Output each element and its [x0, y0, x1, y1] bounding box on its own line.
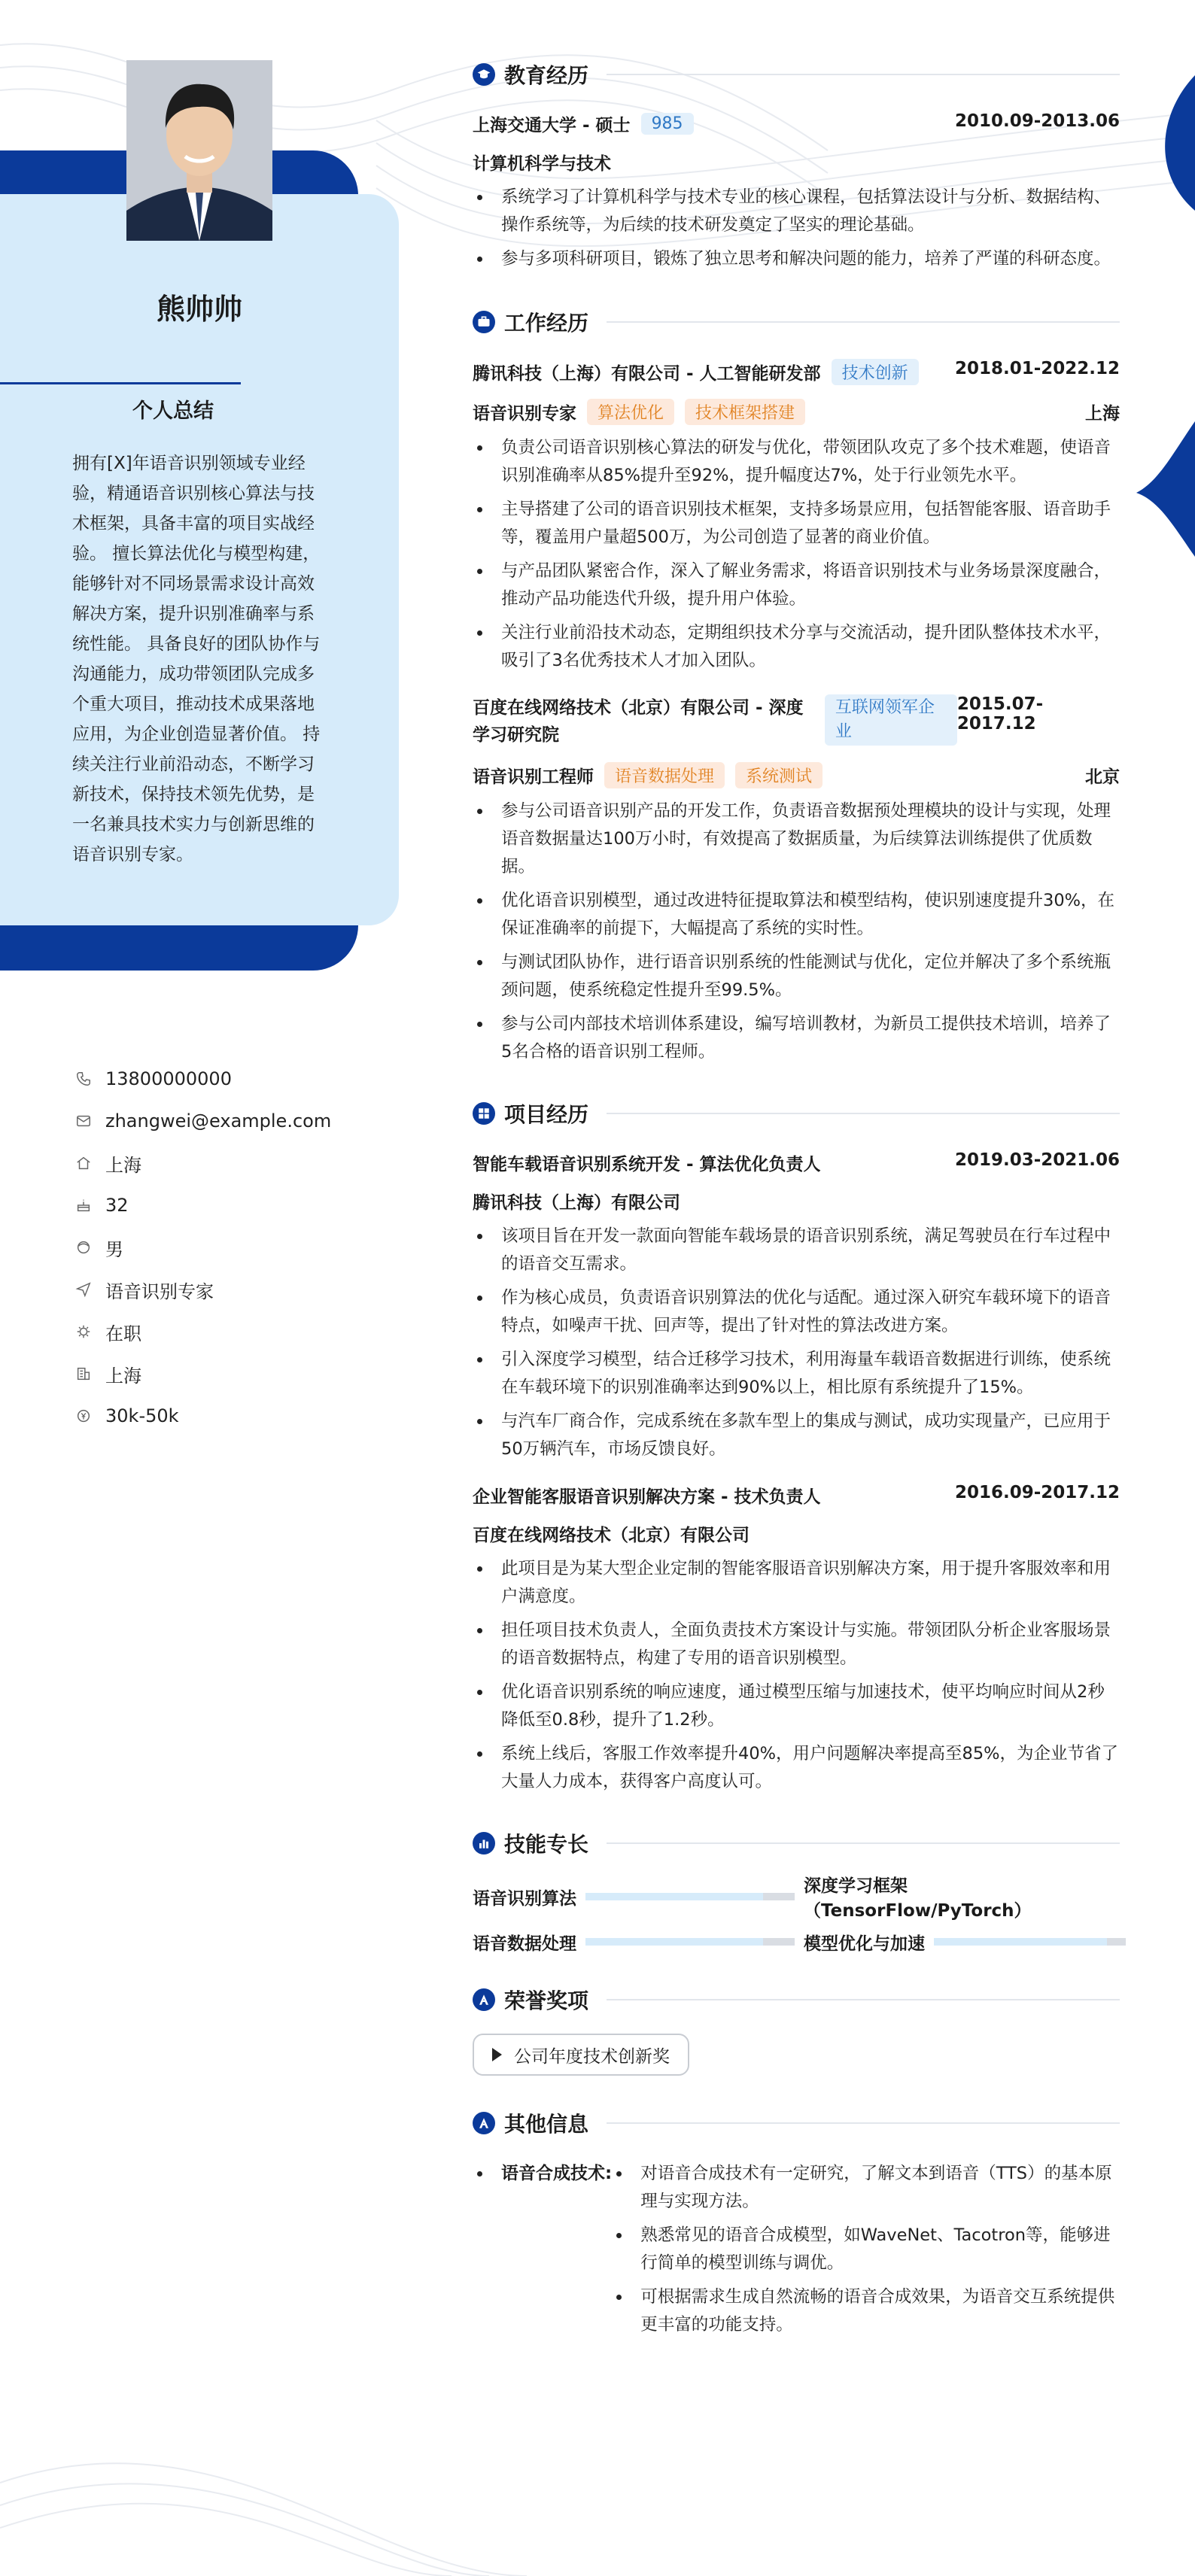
work-header: [473, 305, 1120, 339]
contact-phone: [75, 1058, 331, 1100]
job-city: 北京: [1085, 767, 1120, 787]
job-company: 百度在线网络技术（北京）有限公司 - 深度学习研究院: [473, 698, 804, 745]
list-item: 负责公司语音识别核心算法的研发与优化，带领团队攻克了多个技术难题，使语音识别准确率从85%提升至92%，提升幅度达7%，处于行业领先水平。: [473, 434, 1120, 490]
skill-item: [804, 1874, 1135, 1919]
salary-icon: [75, 1408, 92, 1424]
honors-section: [473, 1982, 1120, 2076]
briefcase-icon: [473, 311, 495, 333]
award-item: [473, 2034, 689, 2076]
bar-chart-icon: [473, 1832, 495, 1855]
contact-city: [75, 1353, 331, 1395]
play-icon: [492, 2048, 502, 2061]
honors-header: [473, 1982, 1120, 2017]
mail-icon: [75, 1113, 92, 1129]
list-item: 该项目旨在开发一款面向智能车载场景的语音识别系统，满足驾驶员在行车过程中的语音交互需求。: [473, 1223, 1120, 1278]
list-item: 优化语音识别系统的响应速度，通过模型压缩与加速技术，使平均响应时间从2秒降低至0.8秒，提升了1.2秒。: [473, 1678, 1120, 1734]
contact-gender: [75, 1226, 331, 1268]
contact-salary: [75, 1395, 331, 1437]
cake-icon: [75, 1197, 92, 1214]
contact-email: [75, 1100, 331, 1142]
project-company: 百度在线网络技术（北京）有限公司: [473, 1526, 750, 1545]
projects-title: 项目经历: [504, 1102, 589, 1127]
job-bullets-1: [473, 434, 1120, 675]
list-item: 担任项目技术负责人，全面负责技术方案设计与实施。带领团队分析企业客服场景的语音数据特点，构建了专用的语音识别模型。: [473, 1617, 1120, 1672]
skill-bar-fill: [934, 1938, 1107, 1946]
project-name: 企业智能客服语音识别解决方案 - 技术负责人: [473, 1487, 821, 1507]
education-header: [473, 57, 1120, 92]
project-company: 腾讯科技（上海）有限公司: [473, 1193, 680, 1213]
gender-icon: [75, 1239, 92, 1256]
send-icon: [75, 1281, 92, 1298]
job-head-2: [473, 694, 1120, 749]
skill-bar-fill: [585, 1893, 763, 1900]
contact-age: [75, 1184, 331, 1226]
contact-gender-value: 男: [105, 1238, 123, 1260]
list-item: 参与公司内部技术培训体系建设，编写培训教材，为新员工提供技术培训，培养了5名合格的语音识别工程师。: [473, 1010, 1120, 1066]
skill-bar: [585, 1893, 795, 1900]
list-item: 此项目是为某大型企业定制的智能客服语音识别解决方案，用于提升客服效率和用户满意度。: [473, 1555, 1120, 1611]
list-item: 主导搭建了公司的语音识别技术框架，支持多场景应用，包括智能客服、语音助手等，覆盖用户量超500万，为公司创造了显著的商业价值。: [473, 496, 1120, 551]
building-icon: [75, 1365, 92, 1382]
skill-tag: 系统测试: [735, 762, 823, 788]
list-item: 参与公司语音识别产品的开发工作，负责语音数据预处理模块的设计与实现，处理语音数据量达100万小时，有效提高了数据质量，为后续算法训练提供了优质数据。: [473, 797, 1120, 881]
skill-tag: 语音数据处理: [604, 762, 725, 788]
job-date: 2018.01-2022.12: [954, 359, 1120, 378]
list-item: 关注行业前沿技术动态，定期组织技术分享与交流活动，提升团队整体技术水平，吸引了3名优秀技术人才加入团队。: [473, 619, 1120, 675]
job-head-1: [473, 359, 1120, 385]
section-divider: [607, 1842, 1120, 1844]
contact-phone-value: 13800000000: [105, 1068, 232, 1089]
skill-tag: 算法优化: [587, 399, 674, 425]
contact-status: [75, 1311, 331, 1353]
section-divider: [607, 2122, 1120, 2124]
status-icon: [75, 1323, 92, 1340]
skill-name: 模型优化与加速: [804, 1934, 925, 1954]
list-item: 可根据需求生成自然流畅的语音合成效果，为语音交互系统提供更丰富的功能支持。: [612, 2283, 1120, 2339]
education-major: [473, 150, 1120, 175]
list-item: 对语音合成技术有一定研究，了解文本到语音（TTS）的基本原理与实现方法。: [612, 2160, 1120, 2216]
summary-text: 拥有[X]年语音识别领域专业经验，精通语音识别核心算法与技术框架，具备丰富的项目实战经验。 擅长算法优化与模型构建，能够针对不同场景需求设计高效解决方案，提升识别准确率与系统性能。 具备良好的团队协作与沟通能力，成功带领团队完成多个重大项目，推动技术成果落地应用，为企业创造显著价值。 持续关注行业前沿动态，不断学习新技术，保持技术领先优势，是一名兼具技术实力与创新思维的语音识别专家。: [72, 454, 321, 864]
contact-title: [75, 1268, 331, 1311]
job-role: 语音识别工程师: [473, 767, 594, 787]
job-company: 腾讯科技（上海）有限公司 - 人工智能研发部: [473, 364, 821, 384]
info-icon: [473, 2112, 495, 2134]
summary-title: 个人总结: [132, 399, 214, 423]
other-bullets: [612, 2160, 1120, 2345]
job-tag: 互联网领军企业: [825, 694, 957, 746]
skill-item: [473, 1919, 804, 1964]
skills-header: [473, 1826, 1120, 1861]
profile-name: 熊帅帅: [156, 293, 242, 326]
contact-age-value: 32: [105, 1195, 129, 1216]
list-item: 作为核心成员，负责语音识别算法的优化与适配。通过深入研究车载环境下的语音特点，如噪声干扰、回声等，提出了针对性的算法改进方案。: [473, 1284, 1120, 1340]
other-item: [473, 2160, 1120, 2345]
skills-section: [473, 1826, 1120, 1964]
project-bullets-1: [473, 1223, 1120, 1463]
job-date: 2015.07-2017.12: [956, 694, 1044, 734]
job-role-2: [473, 762, 1120, 788]
job-bullets-2: [473, 797, 1120, 1066]
contact-location-value: 上海: [105, 1154, 141, 1176]
education-date: 2010.09-2013.06: [954, 111, 1120, 131]
skill-name: 语音识别算法: [473, 1888, 576, 1909]
list-item: 与汽车厂商合作，完成系统在多款车型上的集成与测试，成功实现量产，已应用于50万辆汽车，市场反馈良好。: [473, 1408, 1120, 1463]
list-item: 系统学习了计算机科学与技术专业的核心课程，包括算法设计与分析、数据结构、操作系统等，为后续的技术研发奠定了坚实的理论基础。: [473, 184, 1120, 239]
grid-icon: [473, 1102, 495, 1125]
contact-email-value: zhangwei@example.com: [105, 1110, 332, 1132]
list-item: 与测试团队协作，进行语音识别系统的性能测试与优化，定位并解决了多个系统瓶颈问题，使系统稳定性提升至99.5%。: [473, 949, 1120, 1004]
job-city: 上海: [1085, 404, 1120, 424]
list-item: 熟悉常见的语音合成模型，如WaveNet、Tacotron等，能够进行简单的模型训练与调优。: [612, 2222, 1120, 2277]
profile-photo: [126, 60, 272, 241]
job-role: 语音识别专家: [473, 404, 576, 424]
other-title: 其他信息: [504, 2112, 589, 2137]
project-company-2: [473, 1521, 1120, 1546]
phone-icon: [75, 1071, 92, 1087]
contact-list: [75, 1058, 331, 1437]
list-item: 参与多项科研项目，锻炼了独立思考和解决问题的能力，培养了严谨的科研态度。: [473, 245, 1120, 273]
project-head-2: [473, 1483, 1120, 1508]
skill-name: 语音数据处理: [473, 1934, 576, 1954]
section-divider: [607, 1999, 1120, 2000]
project-name: 智能车载语音识别系统开发 - 算法优化负责人: [473, 1155, 821, 1174]
list-item: 引入深度学习模型，结合迁移学习技术，利用海量车载语音数据进行训练，使系统在车载环境下的识别准确率达到90%以上，相比原有系统提升了15%。: [473, 1346, 1120, 1402]
education-bullets: [473, 184, 1120, 273]
school-tag: 985: [641, 113, 694, 135]
school-name: 上海交通大学 - 硕士: [473, 116, 631, 135]
skill-bar: [934, 1938, 1126, 1946]
major-name: 计算机科学与技术: [473, 154, 611, 174]
graduation-cap-icon: [473, 63, 495, 86]
project-bullets-2: [473, 1555, 1120, 1796]
section-divider: [607, 1113, 1120, 1114]
job-tag: 技术创新: [832, 359, 919, 385]
skill-tag: 技术框架搭建: [685, 399, 805, 425]
work-title: 工作经历: [504, 311, 589, 336]
other-header: [473, 2106, 1120, 2140]
project-date: 2019.03-2021.06: [954, 1150, 1120, 1170]
award-name: 公司年度技术创新奖: [514, 2046, 670, 2067]
contact-city-value: 上海: [105, 1365, 141, 1387]
work-section: [473, 305, 1120, 1066]
project-head-1: [473, 1150, 1120, 1175]
skill-bar: [585, 1938, 795, 1946]
skill-item: [473, 1874, 804, 1919]
honors-title: 荣誉奖项: [504, 1988, 589, 2013]
home-icon: [75, 1155, 92, 1171]
projects-header: [473, 1096, 1120, 1131]
contact-title-value: 语音识别专家: [105, 1280, 214, 1302]
project-date: 2016.09-2017.12: [954, 1483, 1120, 1502]
education-entry-head: [473, 111, 1120, 136]
section-divider: [607, 74, 1120, 75]
job-role-1: [473, 399, 1120, 425]
main-column: [473, 57, 1120, 2345]
education-title: 教育经历: [504, 63, 589, 88]
projects-section: [473, 1096, 1120, 1796]
other-section: [473, 2106, 1120, 2345]
section-divider: [607, 321, 1120, 323]
skills-grid: [473, 1874, 1120, 1964]
list-item: 与产品团队紧密合作，深入了解业务需求，将语音识别技术与业务场景深度融合，推动产品功能迭代升级，提升用户体验。: [473, 557, 1120, 613]
list-item: 系统上线后，客服工作效率提升40%，用户问题解决率提高至85%，为企业节省了大量人力成本，获得客户高度认可。: [473, 1740, 1120, 1796]
contact-status-value: 在职: [105, 1323, 141, 1344]
contact-salary-value: 30k-50k: [105, 1405, 179, 1426]
skill-bar-fill: [585, 1938, 763, 1946]
award-icon: [473, 1988, 495, 2011]
contact-location: [75, 1142, 331, 1184]
education-section: [473, 57, 1120, 273]
project-company-1: [473, 1189, 1120, 1214]
other-label: 语音合成技术:: [473, 2160, 612, 2345]
skill-name: 深度学习框架（TensorFlow/PyTorch）: [804, 1876, 1032, 1921]
skills-title: 技能专长: [504, 1832, 589, 1857]
list-item: 优化语音识别模型，通过改进特征提取算法和模型结构，使识别速度提升30%，在保证准确率的前提下，大幅提高了系统的实时性。: [473, 887, 1120, 943]
summary-divider: [0, 382, 241, 384]
skill-item: [804, 1919, 1135, 1964]
